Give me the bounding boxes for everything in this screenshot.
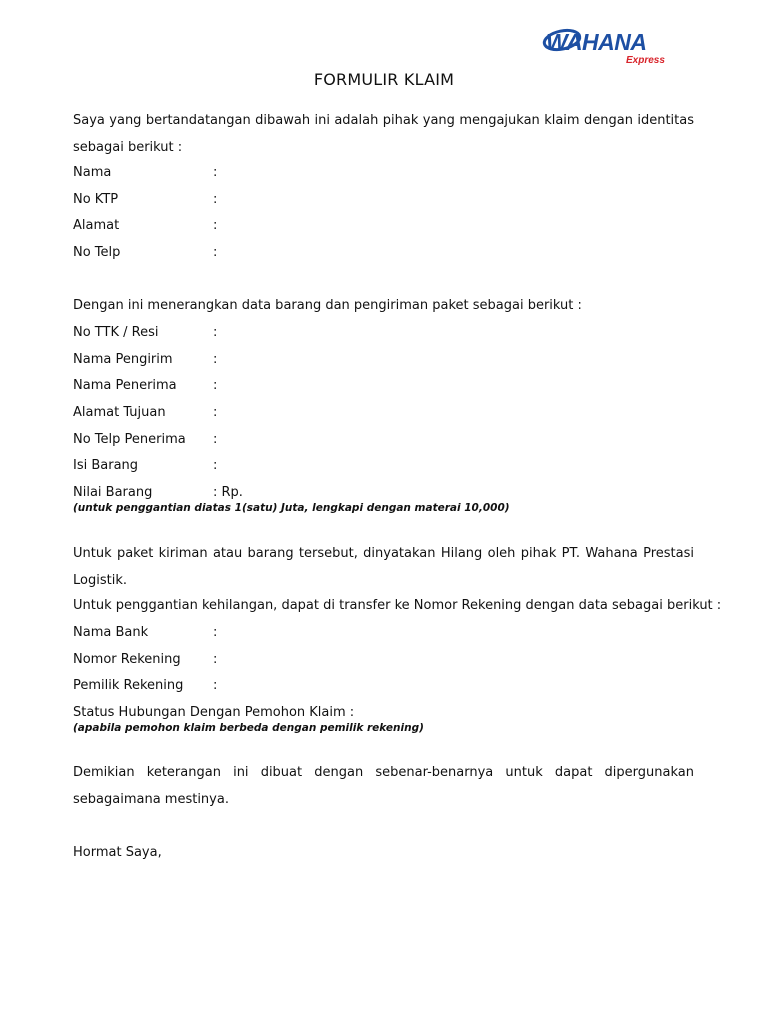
field-separator: : bbox=[213, 432, 218, 447]
field-separator: : bbox=[213, 325, 218, 340]
field-label: Nama Bank bbox=[73, 625, 149, 640]
field-label: No Telp bbox=[73, 245, 121, 260]
field-separator: : bbox=[213, 218, 218, 233]
field-no-resi bbox=[73, 325, 217, 341]
field-alamat-tujuan bbox=[73, 405, 217, 421]
field-label: Nama Penerima bbox=[73, 378, 177, 393]
field-isi-barang bbox=[73, 458, 217, 474]
form-title: FORMULIR KLAIM bbox=[313, 70, 455, 89]
field-separator: : bbox=[213, 378, 218, 393]
wahana-express-logo bbox=[540, 26, 676, 66]
field-label: Alamat Tujuan bbox=[73, 405, 166, 420]
field-separator: : bbox=[213, 165, 218, 180]
field-label: Nomor Rekening bbox=[73, 652, 181, 667]
closing-paragraph: Demikian keterangan ini dibuat dengan sebenar-benarnya untuk dapat dipergunakan sebagaimana mestinya. bbox=[73, 765, 694, 807]
field-no-ktp bbox=[73, 192, 217, 208]
field-label: Pemilik Rekening bbox=[73, 678, 184, 693]
field-nilai-barang bbox=[73, 485, 243, 501]
field-separator: : bbox=[213, 652, 218, 667]
field-label: No KTP bbox=[73, 192, 119, 207]
field-label: No Telp Penerima bbox=[73, 432, 186, 447]
relation-note: (apabila pemohon klaim berbeda dengan pemilik rekening) bbox=[73, 722, 424, 734]
field-nama-bank bbox=[73, 625, 217, 641]
svg-text:WAHANA: WAHANA bbox=[546, 29, 647, 55]
transfer-intro: Untuk penggantian kehilangan, dapat di transfer ke Nomor Rekening dengan data sebagai berikut : bbox=[73, 598, 722, 613]
field-no-telp-penerima bbox=[73, 432, 217, 448]
field-label: Alamat bbox=[73, 218, 120, 233]
shipment-intro: Dengan ini menerangkan data barang dan pengiriman paket sebagai berikut : bbox=[73, 298, 582, 313]
field-separator: : bbox=[213, 625, 218, 640]
field-separator: : bbox=[213, 405, 218, 420]
field-label: Nilai Barang bbox=[73, 485, 153, 500]
field-nama-penerima bbox=[73, 378, 217, 394]
loss-statement: Untuk paket kiriman atau barang tersebut, dinyatakan Hilang oleh pihak PT. Wahana Prestasi Logistik. bbox=[73, 546, 694, 588]
field-label: Nama Pengirim bbox=[73, 352, 173, 367]
field-separator: : bbox=[213, 678, 218, 693]
field-nama bbox=[73, 165, 217, 181]
field-label: No TTK / Resi bbox=[73, 325, 159, 340]
svg-text:Express: Express bbox=[626, 55, 665, 66]
salutation: Hormat Saya, bbox=[73, 845, 162, 860]
field-nomor-rekening bbox=[73, 652, 217, 668]
field-separator: : bbox=[213, 458, 218, 473]
relation-label: Status Hubungan Dengan Pemohon Klaim : bbox=[73, 705, 355, 720]
field-pemilik-rekening bbox=[73, 678, 217, 694]
field-separator: : bbox=[213, 352, 218, 367]
intro-paragraph: Saya yang bertandatangan dibawah ini adalah pihak yang mengajukan klaim dengan identitas sebagai berikut : bbox=[73, 113, 694, 155]
field-alamat bbox=[73, 218, 217, 234]
field-nama-pengirim bbox=[73, 352, 217, 368]
wahana-logo-graphic bbox=[540, 26, 676, 66]
value-note: (untuk penggantian diatas 1(satu) Juta, lengkapi dengan materai 10,000) bbox=[73, 502, 510, 514]
field-label: Isi Barang bbox=[73, 458, 139, 473]
field-no-telp bbox=[73, 245, 217, 261]
field-label: Nama bbox=[73, 165, 112, 180]
field-separator: : bbox=[213, 192, 218, 207]
field-separator: : bbox=[213, 245, 218, 260]
field-separator: : Rp. bbox=[213, 485, 243, 500]
